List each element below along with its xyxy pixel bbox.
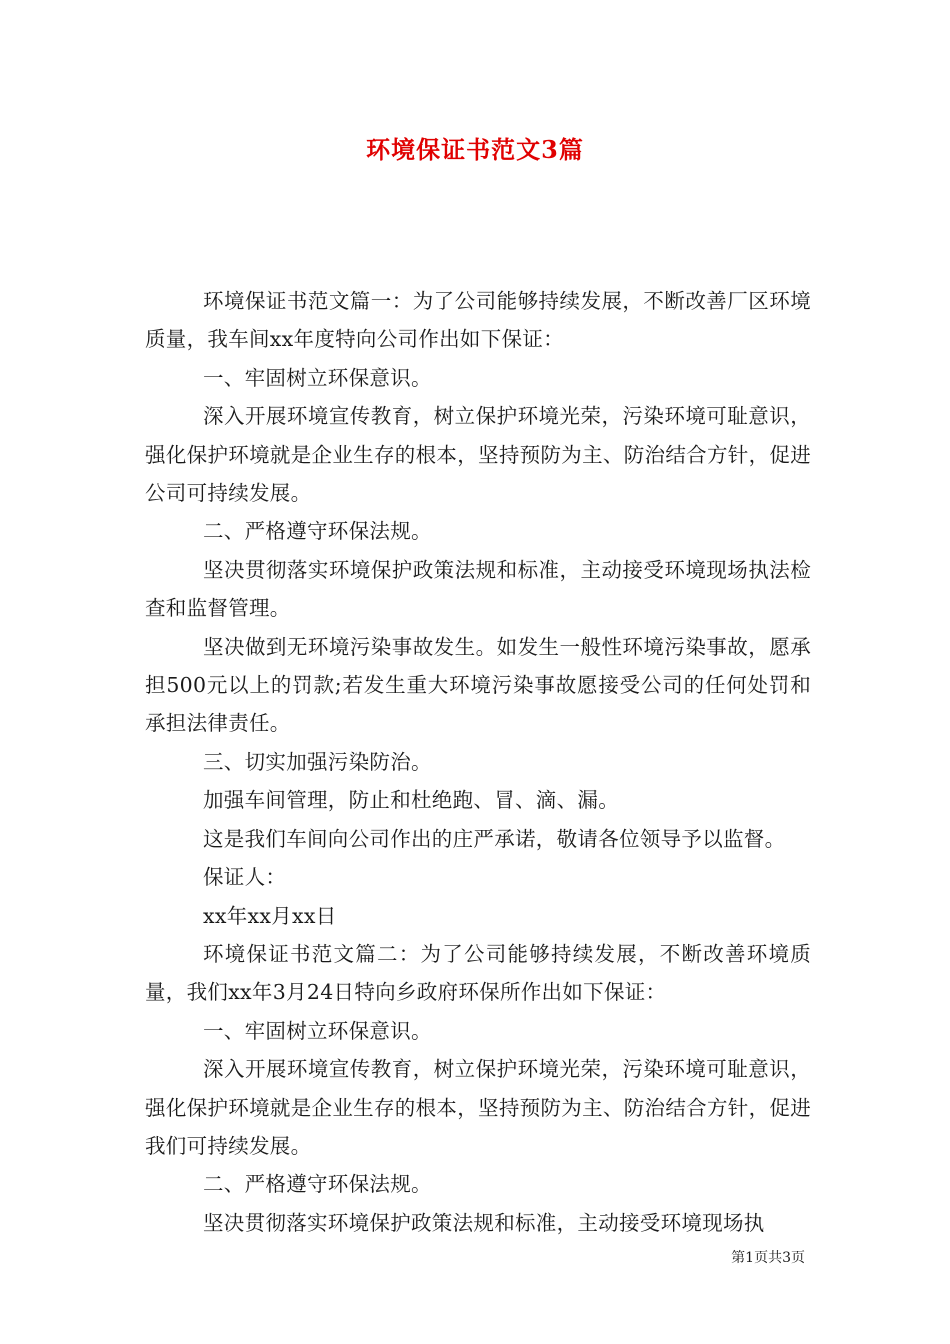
- page-number-footer: 第1页共3页: [731, 1250, 805, 1266]
- paragraph: 坚决贯彻落实环境保护政策法规和标准，主动接受环境现场执: [203, 1210, 765, 1235]
- signatory-label: 保证人：: [203, 865, 287, 890]
- paragraph: 加强车间管理，防止和杜绝跑、冒、滴、漏。: [203, 788, 619, 813]
- date-line: xx年xx月xx日: [203, 903, 337, 928]
- section-heading: 一、牢固树立环保意识。: [203, 1018, 432, 1043]
- page-title: 环境保证书范文3篇: [366, 135, 584, 164]
- section-heading: 二、严格遵守环保法规。: [203, 1172, 432, 1197]
- section-heading: 三、切实加强污染防治。: [203, 749, 432, 774]
- paragraph: 深入开展环境宣传教育，树立保护环境光荣，污染环境可耻意识，强化保护环境就是企业生存的根本，坚持预防为主、防治结合方针，促进公司可持续发展。: [145, 404, 811, 506]
- section-heading: 二、严格遵守环保法规。: [203, 519, 432, 544]
- paragraph: 坚决做到无环境污染事故发生。如发生一般性环境污染事故，愿承担500元以上的罚款;若发生重大环境污染事故愿接受公司的任何处罚和承担法律责任。: [145, 634, 811, 736]
- paragraph: 环境保证书范文篇一：为了公司能够持续发展，不断改善厂区环境质量，我车间xx年度特向公司作出如下保证：: [145, 289, 811, 352]
- paragraph: 这是我们车间向公司作出的庄严承诺，敬请各位领导予以监督。: [203, 826, 786, 851]
- paragraph: 深入开展环境宣传教育，树立保护环境光荣，污染环境可耻意识，强化保护环境就是企业生存的根本，坚持预防为主、防治结合方针，促进我们可持续发展。: [145, 1057, 811, 1158]
- paragraph: 环境保证书范文篇二：为了公司能够持续发展，不断改善环境质量，我们xx年3月24日特向乡政府环保所作出如下保证：: [145, 941, 811, 1005]
- document-body: [145, 282, 811, 1242]
- section-heading: 一、牢固树立环保意识。: [203, 365, 432, 390]
- paragraph: 坚决贯彻落实环境保护政策法规和标准，主动接受环境现场执法检查和监督管理。: [145, 557, 811, 621]
